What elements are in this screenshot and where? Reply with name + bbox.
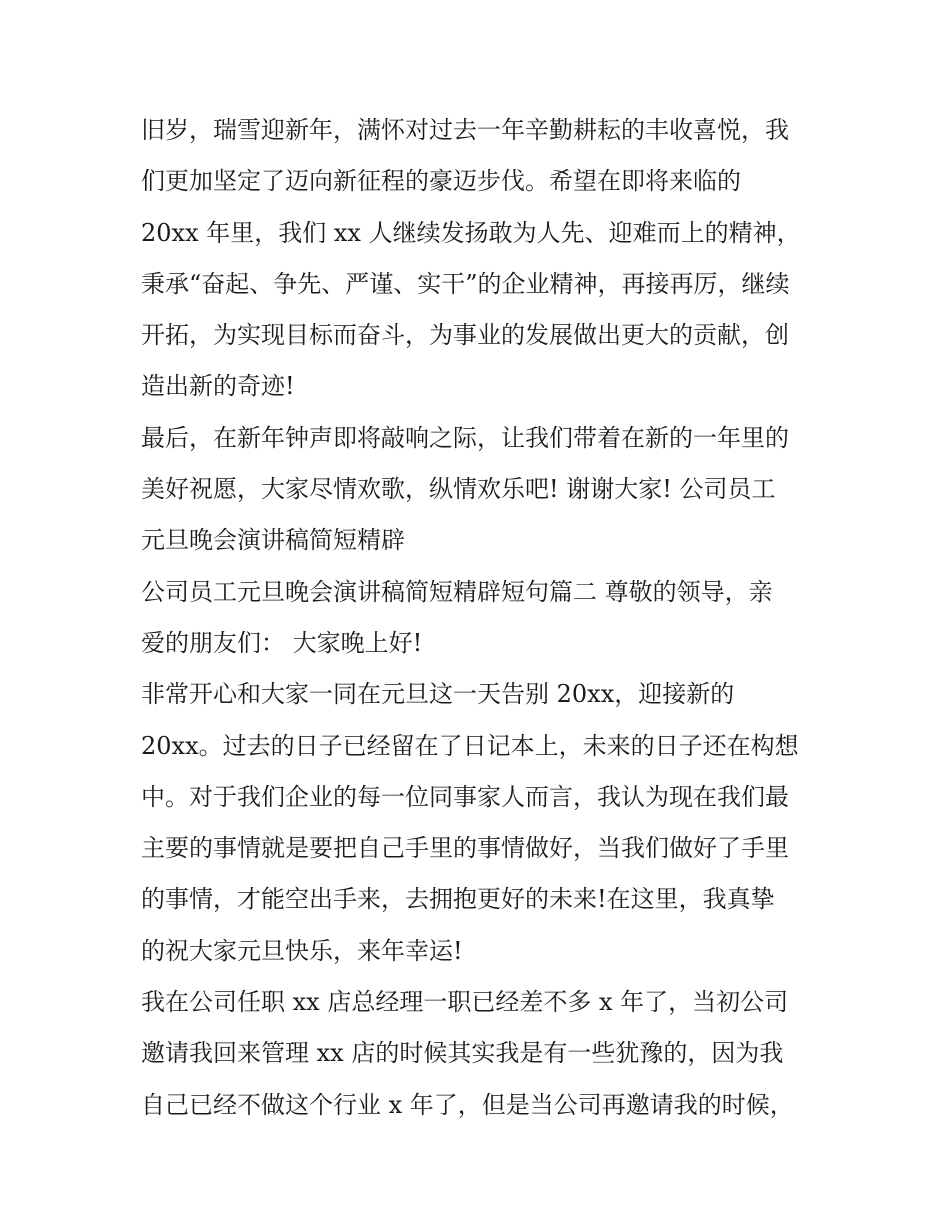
text-line: 非常开心和大家一同在元旦这一天告别 20xx，迎接新的 (141, 680, 735, 709)
text-line: 们更加坚定了迈向新征程的豪迈步伐。希望在即将来临的 (141, 167, 741, 196)
text-line: 我在公司任职 xx 店总经理一职已经差不多 x 年了，当初公司 (141, 988, 789, 1017)
text-line: 主要的事情就是要把自己手里的事情做好，当我们做好了手里 (141, 834, 789, 863)
text-line: 最后，在新年钟声即将敲响之际，让我们带着在新的一年里的 (141, 423, 789, 452)
text-line: 的祝大家元旦快乐，来年幸运! (141, 936, 463, 965)
text-line: 开拓，为实现目标而奋斗，为事业的发展做出更大的贡献，创 (141, 321, 789, 350)
text-line: 中。对于我们企业的每一位同事家人而言，我认为现在我们最 (141, 782, 789, 811)
text-line: 旧岁，瑞雪迎新年，满怀对过去一年辛勤耕耘的丰收喜悦，我 (141, 116, 789, 144)
text-line: 美好祝愿，大家尽情欢歌，纵情欢乐吧! 谢谢大家! 公司员工 (141, 475, 776, 504)
document-body-text (141, 105, 821, 1131)
text-line: 邀请我回来管理 xx 店的时候其实我是有一些犹豫的，因为我 (141, 1039, 784, 1068)
text-line: 20xx 年里，我们 xx 人继续发扬敢为人先、迎难而上的精神， (141, 218, 801, 247)
text-line: 公司员工元旦晚会演讲稿简短精辟短句篇二 尊敬的领导，亲 (141, 577, 773, 606)
text-line: 的事情，才能空出手来，去拥抱更好的未来!在这里，我真挚 (141, 885, 775, 914)
text-line: 自己已经不做这个行业 x 年了，但是当公司再邀请我的时候， (141, 1090, 794, 1119)
text-line: 20xx。过去的日子已经留在了日记本上，未来的日子还在构想 (141, 731, 799, 760)
text-line: 造出新的奇迹! (141, 372, 295, 401)
text-line: 元旦晚会演讲稿简短精辟 (141, 526, 405, 555)
text-line: 秉承“奋起、争先、严谨、实干”的企业精神，再接再厉，继续 (141, 269, 790, 298)
text-line: 爱的朋友们： 大家晚上好! (141, 628, 423, 657)
